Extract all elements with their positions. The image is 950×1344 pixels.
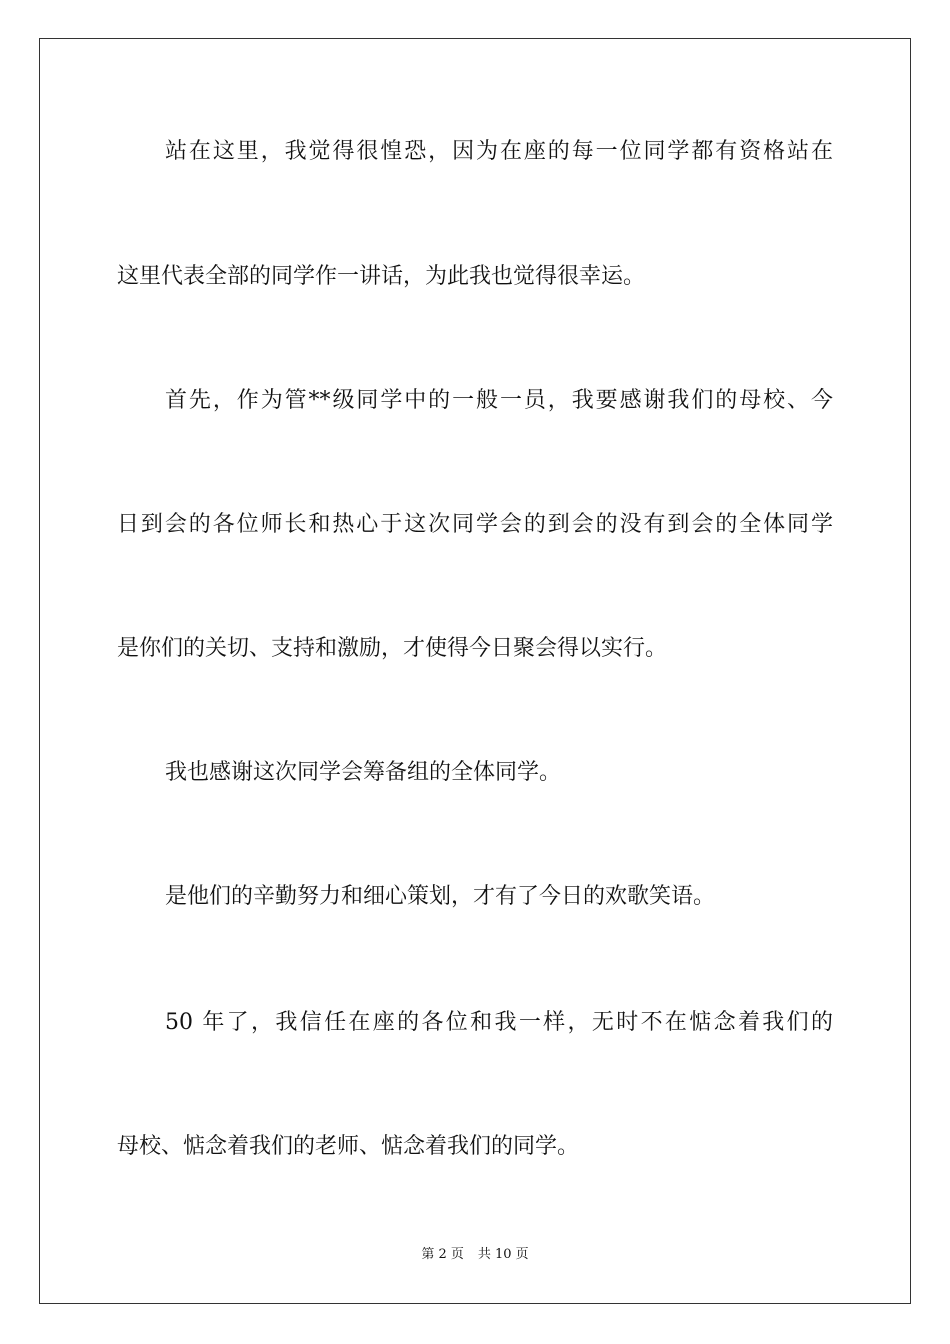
paragraph-1-line-1: 站在这里，我觉得很惶恐，因为在座的每一位同学都有资格站在 bbox=[165, 139, 833, 164]
paragraph-2-line-1: 首先，作为管**级同学中的一般一员，我要感谢我们的母校、今 bbox=[165, 388, 833, 413]
paragraph-1-line-2: 这里代表全部的同学作一讲话，为此我也觉得很幸运。 bbox=[117, 264, 646, 289]
page-border bbox=[39, 38, 911, 1304]
paragraph-2-line-3: 是你们的关切、支持和激励，才使得今日聚会得以实行。 bbox=[117, 636, 668, 661]
paragraph-4-line-1: 是他们的辛勤努力和细心策划，才有了今日的欢歌笑语。 bbox=[165, 884, 716, 909]
page-total: 共 10 页 bbox=[477, 1247, 529, 1262]
page-number: 第 2 页 bbox=[421, 1247, 464, 1262]
paragraph-2-line-2: 日到会的各位师长和热心于这次同学会的到会的没有到会的全体同学 bbox=[117, 512, 833, 537]
paragraph-3-line-1: 我也感谢这次同学会筹备组的全体同学。 bbox=[165, 760, 562, 785]
paragraph-5-line-2: 母校、惦念着我们的老师、惦念着我们的同学。 bbox=[117, 1134, 580, 1159]
page-footer bbox=[0, 1246, 950, 1264]
paragraph-5-line-1: 50 年了，我信任在座的各位和我一样，无时不在惦念着我们的 bbox=[165, 1010, 833, 1035]
